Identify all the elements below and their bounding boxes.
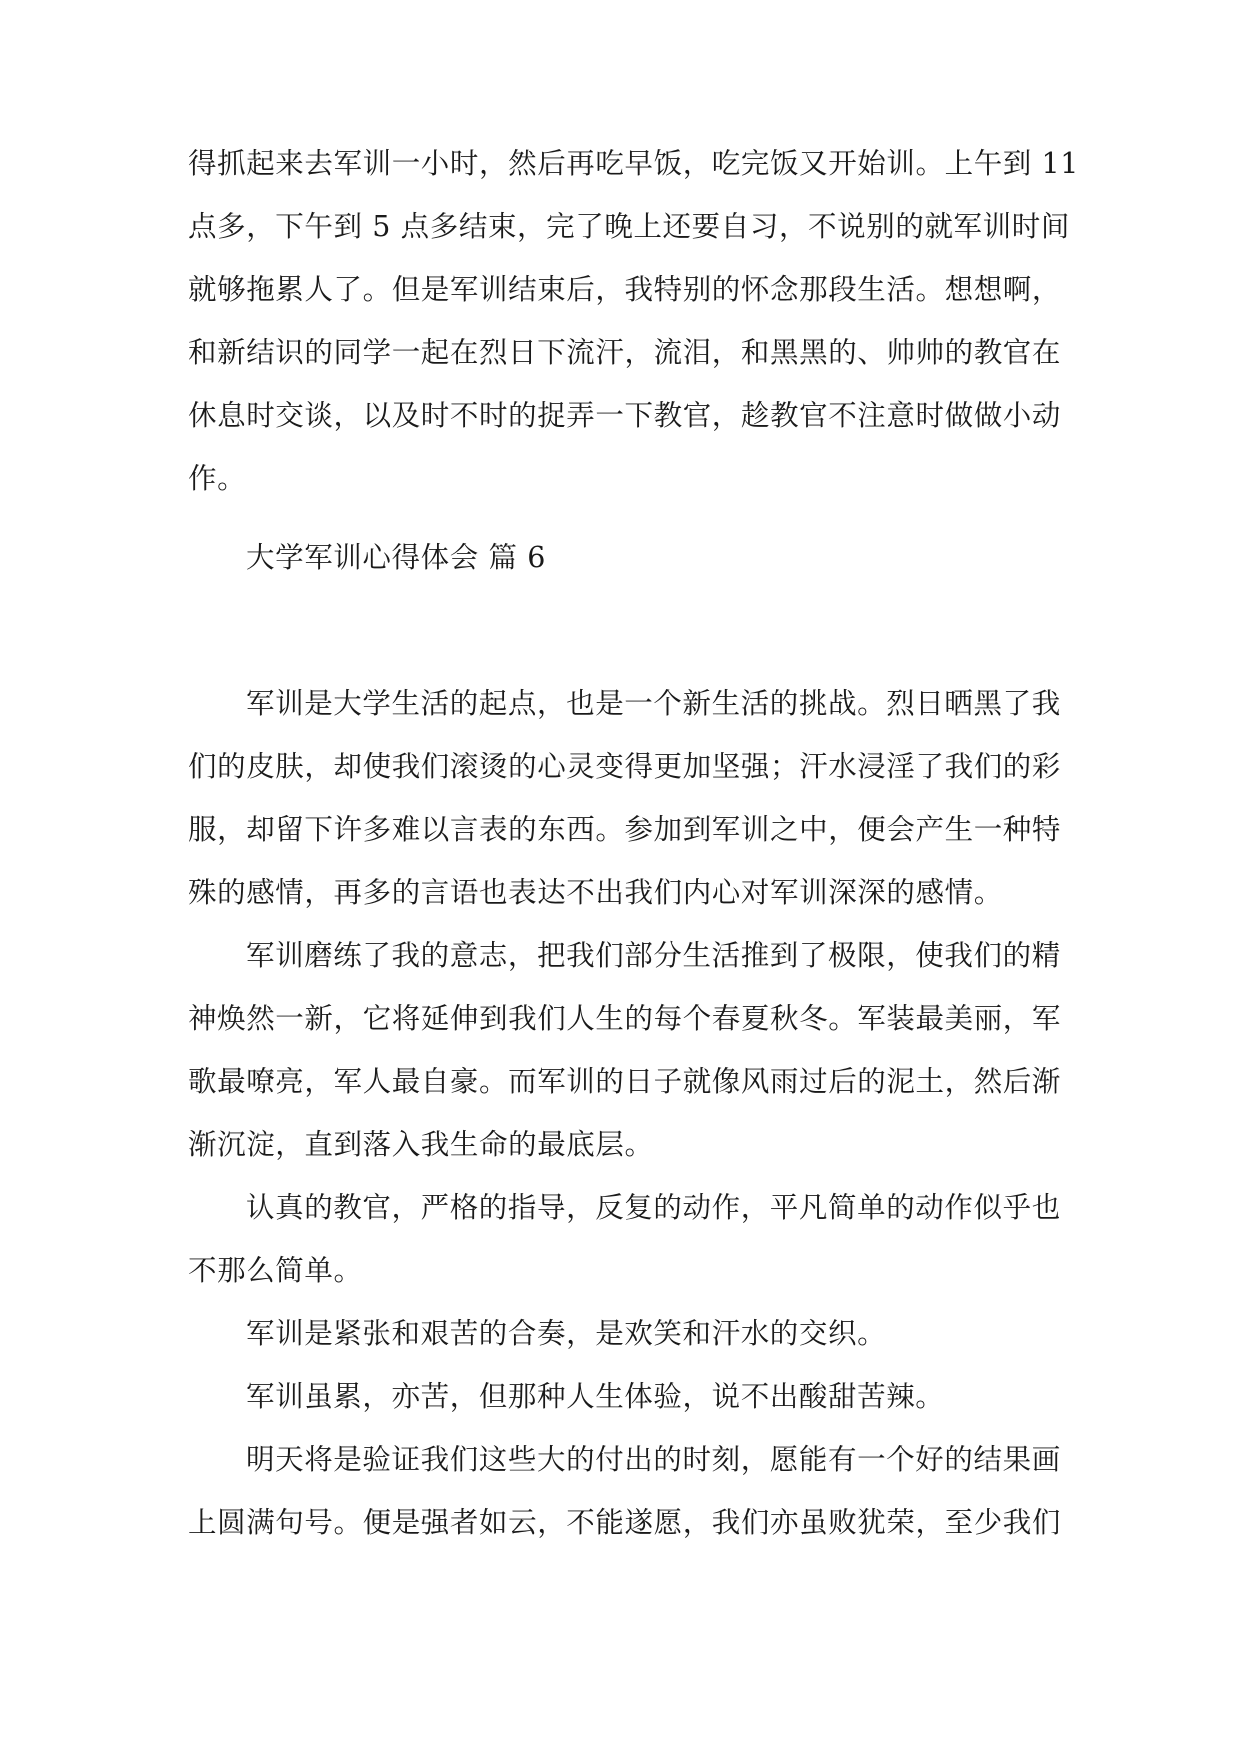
- paragraph-line: 军训虽累，亦苦，但那种人生体验，说不出酸甜苦辣。: [246, 1380, 945, 1413]
- paragraph-line: 军训是大学生活的起点，也是一个新生活的挑战。烈日晒黑了我: [246, 687, 1061, 720]
- paragraph-line: 作。: [188, 462, 247, 495]
- paragraph-line: 就够拖累人了。但是军训结束后，我特别的怀念那段生活。想想啊，: [188, 273, 1062, 306]
- paragraph-line: 渐沉淀，直到落入我生命的最底层。: [188, 1128, 654, 1161]
- paragraph-line: 军训磨练了我的意志，把我们部分生活推到了极限，使我们的精: [246, 939, 1061, 972]
- paragraph-line: 明天将是验证我们这些大的付出的时刻，愿能有一个好的结果画: [246, 1443, 1061, 1476]
- paragraph-line: 点多，下午到 5 点多结束，完了晚上还要自习，不说别的就军训时间: [188, 210, 1070, 243]
- paragraph-line: 休息时交谈，以及时不时的捉弄一下教官，趁教官不注意时做做小动: [188, 399, 1062, 432]
- paragraph-line: 歌最嘹亮，军人最自豪。而军训的日子就像风雨过后的泥土，然后渐: [188, 1065, 1062, 1098]
- paragraph-line: 军训是紧张和艰苦的合奏，是欢笑和汗水的交织。: [246, 1317, 887, 1350]
- section-heading: 大学军训心得体会 篇 6: [246, 541, 546, 574]
- paragraph-line: 服，却留下许多难以言表的东西。参加到军训之中，便会产生一种特: [188, 813, 1062, 846]
- paragraph-line: 和新结识的同学一起在烈日下流汗，流泪，和黑黑的、帅帅的教官在: [188, 336, 1062, 369]
- paragraph-line: 们的皮肤，却使我们滚烫的心灵变得更加坚强；汗水浸淫了我们的彩: [188, 750, 1062, 783]
- paragraph-line: 殊的感情，再多的言语也表达不出我们内心对军训深深的感情。: [188, 876, 1003, 909]
- paragraph-line: 不那么简单。: [188, 1254, 363, 1287]
- paragraph-line: 得抓起来去军训一小时，然后再吃早饭，吃完饭又开始训。上午到 11: [188, 147, 1080, 180]
- paragraph-line: 认真的教官，严格的指导，反复的动作，平凡简单的动作似乎也: [246, 1191, 1061, 1224]
- paragraph-line: 神焕然一新，它将延伸到我们人生的每个春夏秋冬。军装最美丽，军: [188, 1002, 1062, 1035]
- paragraph-line: 上圆满句号。便是强者如云，不能遂愿，我们亦虽败犹荣，至少我们: [188, 1506, 1062, 1539]
